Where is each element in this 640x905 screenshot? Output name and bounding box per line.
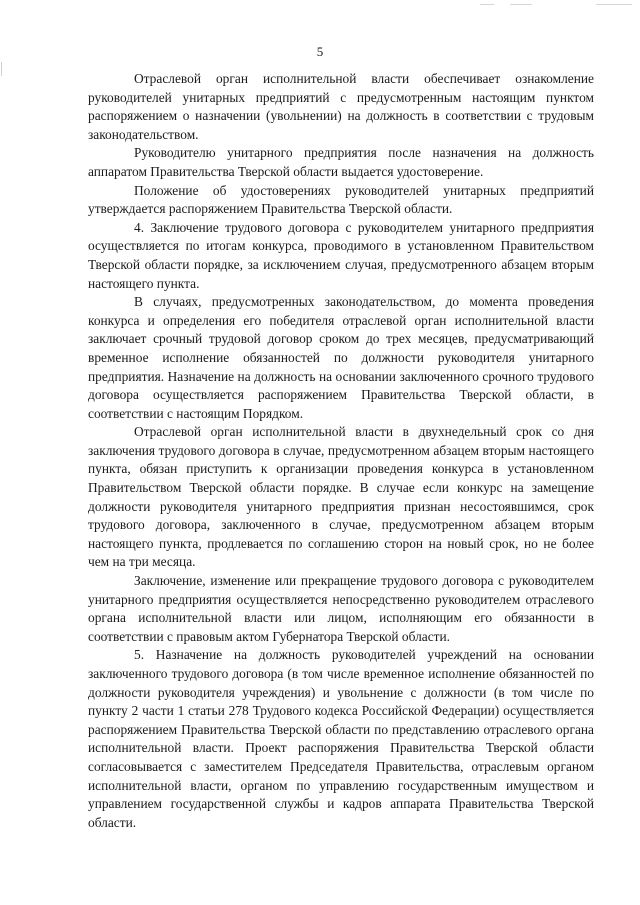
paragraph: Положение об удостоверениях руководителей унитарных предприятий утверждается распоряжением Правительства Тверской области. bbox=[88, 182, 594, 217]
paragraph: Руководителю унитарного предприятия после назначения на должность аппаратом Правительства Тверской области выдается удостоверение. bbox=[88, 145, 594, 179]
scan-artifact bbox=[510, 4, 532, 5]
scan-artifact bbox=[596, 4, 632, 5]
scan-edge-mark bbox=[1, 62, 2, 76]
paragraph: Отраслевой орган исполнительной власти обеспечивает ознакомление руководителей унитарных предприятий с предусмотренным настоящим пунктом распоряжением о назначении (увольнении) на должность в соответствии с трудовым законодательством. bbox=[88, 71, 594, 142]
paragraph: Заключение, изменение или прекращение трудового договора с руководителем унитарного предприятия осуществляется непосредственно руководителем отраслевого органа исполнительной власти или лицом, исполняющим его обязанности в соответствии с правовым актом Губернатора Тверской области. bbox=[88, 573, 594, 644]
paragraph: В случаях, предусмотренных законодательством, до момента проведения конкурса и определения его победителя отраслевой орган исполнительной власти заключает срочный трудовой договор сроком до трех месяцев, предусматривающий временное исполнение обязанностей по должности руководителя унитарного предприятия. Назначение на должность на основании заключенного срочного трудового договора осуществляется распоряжением Правительства Тверской области, в соответствии с настоящим Порядком. bbox=[88, 294, 594, 421]
paragraph: 4. Заключение трудового договора с руководителем унитарного предприятия осуществляется по итогам конкурса, проводимого в установленном Правительством Тверской области порядке, за исключением случая, предусмотренного абзацем вторым настоящего пункта. bbox=[88, 219, 594, 291]
paragraph: Отраслевой орган исполнительной власти в двухнедельный срок со дня заключения трудового договора в случае, предусмотренном абзацем вторым настоящего пункта, обязан приступить к организации проведения конкурса в установленном Правительством Тверской области порядке. В случае если конкурс на замещение должности руководителя унитарного предприятия признан несостоявшимся, срок трудового договора, заключенного в случае, предусмотренном абзацем вторым настоящего пункта, продлевается по соглашению сторон на новый срок, но не более чем на три месяца. bbox=[88, 424, 594, 570]
paragraph: 5. Назначение на должность руководителей учреждений на основании заключенного трудового договора (в том числе временное исполнение обязанностей по должности руководителя учреждения) и увольнение с должности (в том числе по пункту 2 части 1 статьи 278 Трудового кодекса Российской Федерации) осуществляется распоряжением Правительства Тверской области по представлению отраслевого органа исполнительной власти. Проект распоряжения Правительства Тверской области согласовывается с заместителем Председателя Правительства, отраслевым органом исполнительной власти, органом по управлению государственным имуществом и управлением государственной службы и кадров аппарата Правительства Тверской области. bbox=[88, 647, 594, 830]
page-number: 5 bbox=[316, 44, 324, 59]
scan-artifact bbox=[480, 4, 494, 5]
document-body bbox=[88, 70, 594, 832]
